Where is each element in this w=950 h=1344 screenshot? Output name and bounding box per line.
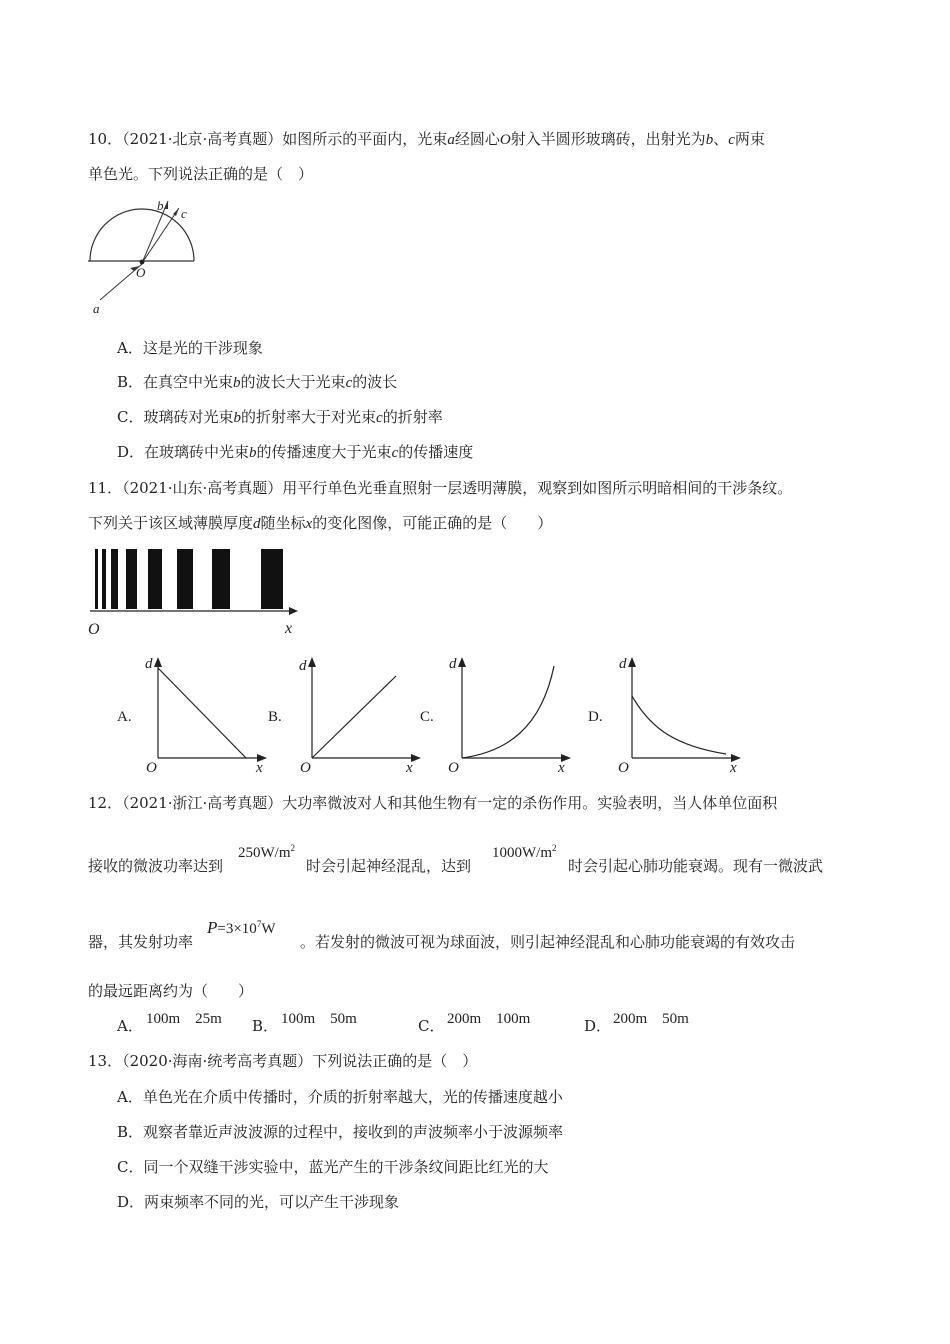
q11-graph-c[interactable]: [446, 654, 576, 776]
fringe-bar: [126, 549, 137, 609]
curve-d: [632, 696, 726, 754]
q10-option-b[interactable]: B．在真空中光束b的波长大于光束c的波长: [117, 373, 398, 391]
fringe-bar: [111, 549, 118, 609]
q10-stem-line2: 单色光。下列说法正确的是（ ）: [88, 165, 314, 183]
q10-option-a[interactable]: A．这是光的干涉现象: [117, 339, 263, 357]
svg-text:O: O: [300, 760, 311, 776]
q11-option-b-label[interactable]: B.: [268, 709, 282, 725]
q10-stem-line1: 10．（2021·北京·高考真题）如图所示的平面内，光束a经圆心O射入半圆形玻璃砖，出射光为b、c两束: [88, 130, 765, 148]
fringe-bar: [148, 549, 162, 609]
q12-stem-line2: 接收的微波功率达到: [88, 857, 224, 875]
svg-text:x: x: [558, 760, 565, 776]
q13-option-d[interactable]: D．两束频率不同的光，可以产生干涉现象: [117, 1193, 400, 1211]
q12-stem-line2-mid: 时会引起神经混乱，达到: [306, 857, 472, 875]
q13-option-a[interactable]: A．单色光在介质中传播时，介质的折射率越大，光的传播速度越小: [117, 1088, 563, 1106]
q13-option-c[interactable]: C．同一个双缝干涉实验中，蓝光产生的干涉条纹间距比红光的大: [117, 1158, 549, 1176]
q12-option-d[interactable]: D．: [584, 1017, 612, 1035]
q10-number: 10．: [88, 130, 123, 148]
svg-text:x: x: [406, 760, 413, 776]
q11-option-a-label[interactable]: A.: [117, 709, 132, 725]
q12-stem-line1: 12．（2021·浙江·高考真题）大功率微波对人和其他生物有一定的杀伤作用。实验表明，当人体单位面积: [88, 794, 778, 812]
q12-option-c[interactable]: C．: [418, 1017, 445, 1035]
fringe-bar: [95, 549, 98, 609]
svg-text:O: O: [146, 760, 157, 776]
q12-stem-line3-end: 。若发射的微波可视为球面波，则引起神经混乱和心肺功能衰竭的有效攻击: [300, 933, 796, 951]
q12-option-a[interactable]: A．: [117, 1017, 143, 1035]
svg-text:d: d: [145, 656, 153, 672]
q11-stem-line1: 11．（2021·山东·高考真题）用平行单色光垂直照射一层透明薄膜，观察到如图所示明暗相间的干涉条纹。: [88, 479, 793, 497]
curve-c: [462, 666, 554, 758]
q11-option-c-label[interactable]: C.: [420, 709, 434, 725]
svg-text:d: d: [449, 656, 457, 672]
fringe-label-x: x: [285, 620, 293, 637]
fringe-bar: [102, 549, 106, 609]
q10-option-d[interactable]: D．在玻璃砖中光束b的传播速度大于光束c的传播速度: [117, 443, 474, 461]
svg-text:d: d: [299, 658, 307, 674]
q10-label-a: a: [93, 301, 100, 316]
curve-b: [312, 676, 396, 758]
q11-option-d-label[interactable]: D.: [588, 709, 603, 725]
q11-graph-a[interactable]: [142, 654, 272, 776]
q10-label-b: b: [157, 198, 164, 213]
q10-label-c: c: [181, 206, 187, 221]
fringe-bar: [212, 549, 230, 609]
q11-number: 11．: [88, 479, 123, 497]
q12-number: 12．: [88, 794, 123, 812]
q10-option-c[interactable]: C．玻璃砖对光束b的折射率大于对光束c的折射率: [117, 408, 443, 426]
q12-value-1000: $1000W/m^2$: [492, 843, 557, 861]
fringe-label-O: O: [88, 621, 100, 638]
svg-text:d: d: [619, 656, 627, 672]
q12-stem-line4: 的最远距离约为（ ）: [88, 982, 254, 1000]
q11-graph-d[interactable]: [616, 654, 746, 776]
q11-fringe-pattern: [86, 545, 306, 637]
q13-number: 13．: [88, 1052, 123, 1070]
q13-stem: 13．（2020·海南·统考高考真题）下列说法正确的是（ ）: [88, 1052, 478, 1070]
curve-a: [158, 668, 246, 758]
q12-stem-line2-end: 时会引起心肺功能衰竭。现有一微波武: [568, 857, 824, 875]
svg-text:O: O: [618, 760, 629, 776]
q12-option-b[interactable]: B．: [252, 1017, 279, 1035]
svg-text:O: O: [448, 760, 459, 776]
q10-label-O: O: [136, 265, 146, 280]
svg-text:x: x: [256, 760, 263, 776]
q13-option-b[interactable]: B．观察者靠近声波波源的过程中，接收到的声波频率小于波源频率: [117, 1123, 564, 1141]
q12-stem-line3: 器，其发射功率: [88, 933, 194, 951]
svg-text:x: x: [730, 760, 737, 776]
fringe-bar: [261, 549, 283, 609]
q11-graph-b[interactable]: [296, 654, 426, 776]
q12-power-formula: $P=3\times 10^7W$: [207, 918, 276, 937]
q11-stem-line2: 下列关于该区域薄膜厚度d随坐标x的变化图像，可能正确的是（ ）: [88, 514, 553, 532]
q10-semicircle-figure: [80, 196, 210, 320]
q12-value-250: $250W/m^2$: [238, 843, 295, 861]
fringe-bar: [177, 549, 193, 609]
